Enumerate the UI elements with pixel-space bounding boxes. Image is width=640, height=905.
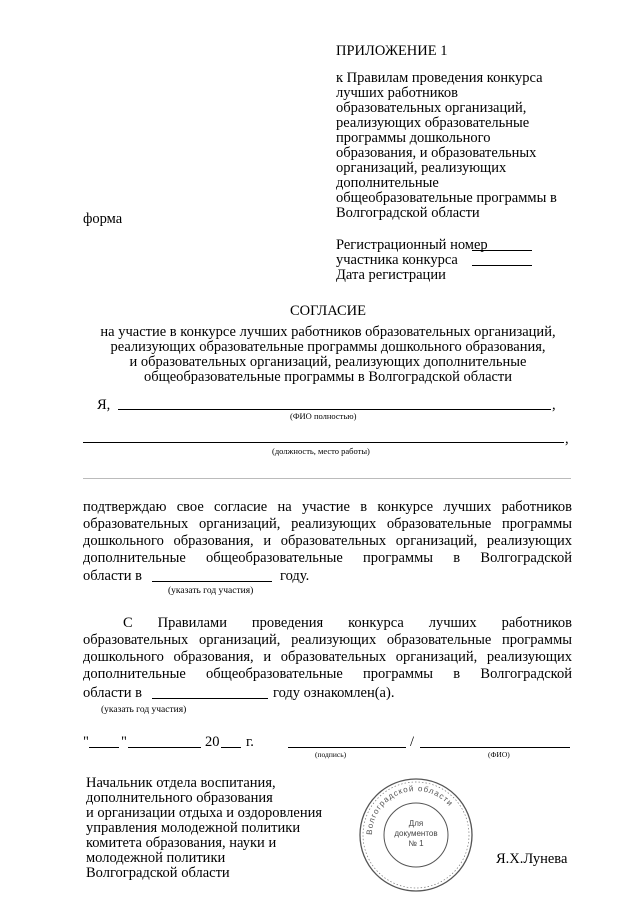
signatory-line: Волгоградской области — [86, 865, 230, 881]
document-title: СОГЛАСИЕ — [289, 303, 367, 319]
signature-hint: (подпись) — [315, 750, 347, 759]
appendix-line: реализующих образовательные — [336, 115, 530, 131]
p2-last-prefix: области в — [83, 685, 142, 701]
paragraph-line: подтверждаю свое согласие на участие в конкурсе лучших работников — [83, 499, 572, 515]
position-comma: , — [565, 431, 569, 447]
paragraph-line: С Правилами проведения конкурса лучших работников — [123, 615, 572, 631]
date-quote-close: " — [121, 734, 127, 750]
position-hint: (должность, место работы) — [272, 446, 370, 456]
p1-year-hint: (указать год участия) — [168, 586, 254, 596]
p2-last-suffix: году ознакомлен(а). — [273, 685, 395, 701]
registration-date-label: Дата регистрации — [336, 267, 446, 283]
appendix-line: Волгоградской области — [336, 205, 480, 221]
fio-comma: , — [552, 397, 556, 413]
signatory-block — [86, 776, 356, 881]
appendix-line: дополнительные — [336, 175, 439, 191]
signatory-line: управления молодежной политики — [86, 820, 301, 836]
paragraph-line: дополнительные общеобразовательные программы в Волгоградской — [83, 550, 572, 566]
rules-paragraph — [83, 616, 572, 682]
appendix-line: образования, и образовательных — [336, 145, 537, 161]
signature-fio-field[interactable] — [420, 747, 570, 748]
stamp-icon — [357, 776, 475, 894]
paragraph-line: дошкольного образования, и образовательных организаций, реализующих — [83, 533, 572, 549]
registration-participant-label: участника конкурса — [336, 252, 458, 268]
stamp-ring-text: Волгоградской области — [364, 783, 456, 836]
signature-field[interactable] — [288, 747, 406, 748]
paragraph-line: дополнительные общеобразовательные программы в Волгоградской — [83, 666, 572, 682]
signature-fio-hint: (ФИО) — [488, 750, 510, 759]
document-subtitle — [40, 325, 616, 385]
official-stamp — [357, 776, 475, 894]
p2-year-field[interactable] — [152, 698, 268, 699]
date-quote-open: " — [83, 734, 89, 750]
stamp-center-line: № 1 — [408, 839, 424, 848]
registration-block — [336, 238, 556, 283]
p1-year-field[interactable] — [152, 581, 272, 582]
registration-date-field[interactable] — [472, 265, 532, 266]
extra-field[interactable] — [83, 478, 571, 479]
signatory-name: Я.Х.Лунева — [496, 851, 568, 867]
appendix-line: образовательных организаций, — [336, 100, 527, 116]
signature-slash: / — [410, 734, 415, 750]
p1-last-suffix: году. — [280, 568, 310, 584]
appendix-line: к Правилам проведения конкурса — [336, 70, 543, 86]
date-year-prefix: 20 — [205, 734, 220, 750]
signatory-line: молодежной политики — [86, 850, 226, 866]
appendix-line: программы дошкольного — [336, 130, 491, 146]
subtitle-line: и образовательных организаций, реализующих дополнительные — [129, 354, 527, 370]
appendix-line: организаций, реализующих — [336, 160, 507, 176]
i-prefix: Я, — [97, 397, 111, 413]
appendix-title: ПРИЛОЖЕНИЕ 1 — [336, 43, 448, 59]
paragraph-line: образовательных организаций, реализующих образовательные программы — [83, 516, 572, 532]
stamp-center-line: Для — [408, 819, 424, 828]
paragraph-line: дошкольного образования, и образовательных организаций, реализующих — [83, 649, 572, 665]
appendix-line: общеобразовательные программы в — [336, 190, 557, 206]
form-label: форма — [83, 211, 123, 227]
subtitle-line: на участие в конкурсе лучших работников образовательных организаций, — [100, 324, 556, 340]
appendix-block — [336, 44, 586, 221]
date-year-field[interactable] — [221, 747, 241, 748]
subtitle-line: общеобразовательные программы в Волгоградской области — [143, 369, 513, 385]
subtitle-line: реализующих образовательные программы дошкольного образования, — [110, 339, 546, 355]
signatory-line: Начальник отдела воспитания, — [86, 775, 276, 791]
stamp-center-line: документов — [394, 829, 438, 838]
consent-paragraph — [83, 500, 572, 566]
date-month-field[interactable] — [128, 747, 201, 748]
fio-field[interactable] — [118, 409, 551, 410]
fio-hint: (ФИО полностью) — [290, 411, 357, 421]
signatory-line: комитета образования, науки и — [86, 835, 277, 851]
p2-year-hint: (указать год участия) — [101, 705, 187, 715]
signatory-line: дополнительного образования — [86, 790, 273, 806]
signatory-line: и организации отдыха и оздоровления — [86, 805, 323, 821]
registration-number-field[interactable] — [472, 250, 532, 251]
appendix-line: лучших работников — [336, 85, 458, 101]
date-year-suffix: г. — [246, 734, 254, 750]
paragraph-line: образовательных организаций, реализующих образовательные программы — [83, 632, 572, 648]
registration-number-label: Регистрационный номер — [336, 237, 488, 253]
p1-last-prefix: области в — [83, 568, 142, 584]
date-day-field[interactable] — [89, 747, 119, 748]
position-field[interactable] — [83, 442, 564, 443]
